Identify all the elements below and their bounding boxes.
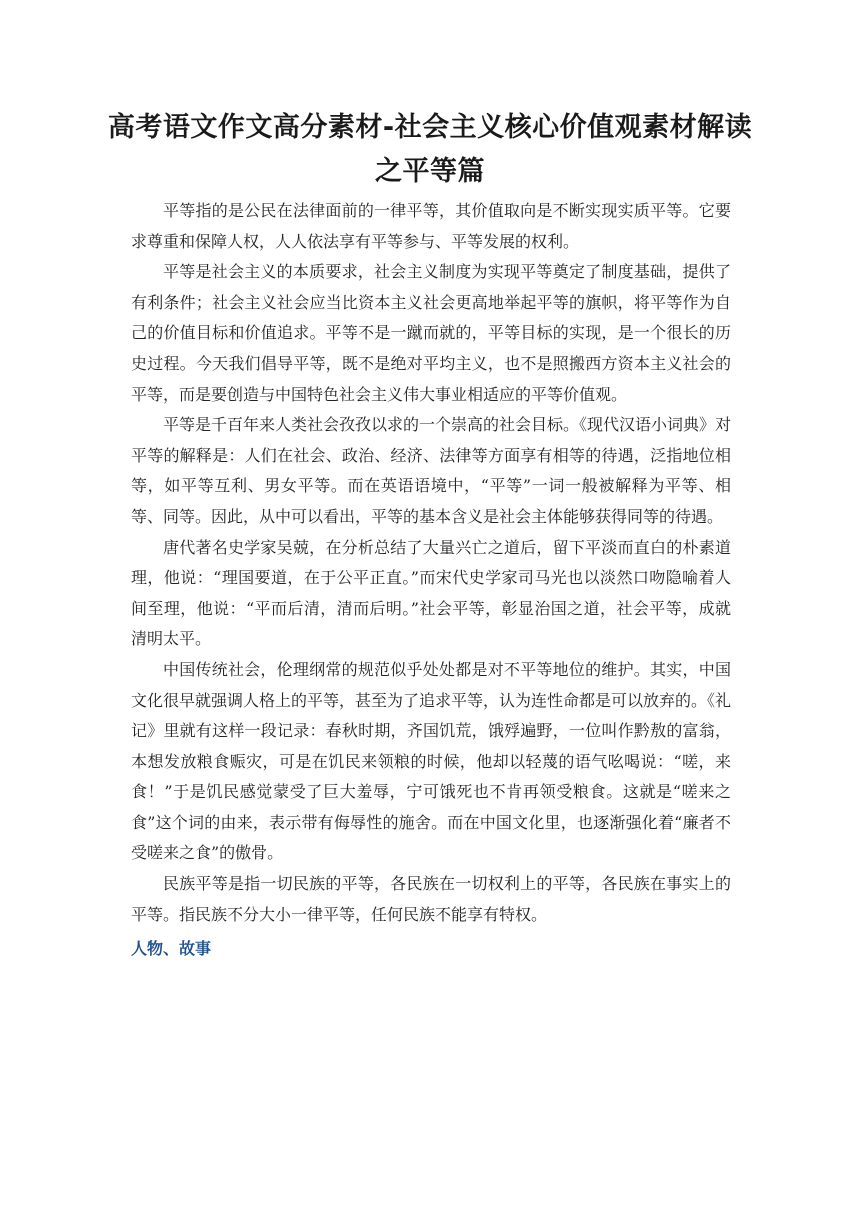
paragraph: 平等是千百年来人类社会孜孜以求的一个崇高的社会目标。《现代汉语小词典》对平等的解释是：人们在社会、政治、经济、法律等方面享有相等的待遇，泛指地位相等，如平等互利、男女平等。而在英语语境中，“平等”一词一般被解释为平等、相等、同等。因此，从中可以看出，平等的基本含义是社会主体能够获得同等的待遇。	[131, 415, 732, 526]
paragraph: 唐代著名史学家吴兢，在分析总结了大量兴亡之道后，留下平淡而直白的朴素道理，他说：“理国要道，在于公平正直。”而宋代史学家司马光也以淡然口吻隐喻着人间至理，他说：“平而后清，清而后明。”社会平等，彰显治国之道，社会平等，成就清明太平。	[131, 537, 731, 649]
paragraph: 民族平等是指一切民族的平等，各民族在一切权利上的平等，各民族在事实上的平等。指民族不分大小一律平等，任何民族不能享有特权。	[131, 874, 731, 924]
section-heading: 人物、故事	[131, 939, 212, 959]
paragraph: 中国传统社会，伦理纲常的规范似乎处处都是对不平等地位的维护。其实，中国文化很早就强调人格上的平等，甚至为了追求平等，认为连性命都是可以放弃的。《礼记》里就有这样一段记录：春秋时期，齐国饥荒，饿殍遍野，一位叫作黔敖的富翁，本想发放粮食赈灾，可是在饥民来领粮的时候，他却以轻蔑的语气吆喝说：“嗟，来食！”于是饥民感觉蒙受了巨大羞辱，宁可饿死也不肯再领受粮食。这就是“嗟来之食”这个词的由来，表示带有侮辱性的施舍。而在中国文化里，也逐渐强化着“廉者不受嗟来之食”的傲骨。	[131, 659, 732, 863]
document-body	[131, 196, 731, 964]
paragraph: 平等指的是公民在法律面前的一律平等，其价值取向是不断实现实质平等。它要求尊重和保障人权，人人依法享有平等参与、平等发展的权利。	[131, 201, 731, 251]
document-title: 高考语文作文高分素材-社会主义核心价值观素材解读之平等篇	[107, 112, 753, 187]
paragraph: 平等是社会主义的本质要求，社会主义制度为实现平等奠定了制度基础，提供了有利条件；社会主义社会应当比资本主义社会更高地举起平等的旗帜，将平等作为自己的价值目标和价值追求。平等不是一蹴而就的，平等目标的实现，是一个很长的历史过程。今天我们倡导平等，既不是绝对平均主义，也不是照搬西方资本主义社会的平等，而是要创造与中国特色社会主义伟大事业相适应的平等价值观。	[131, 262, 731, 404]
